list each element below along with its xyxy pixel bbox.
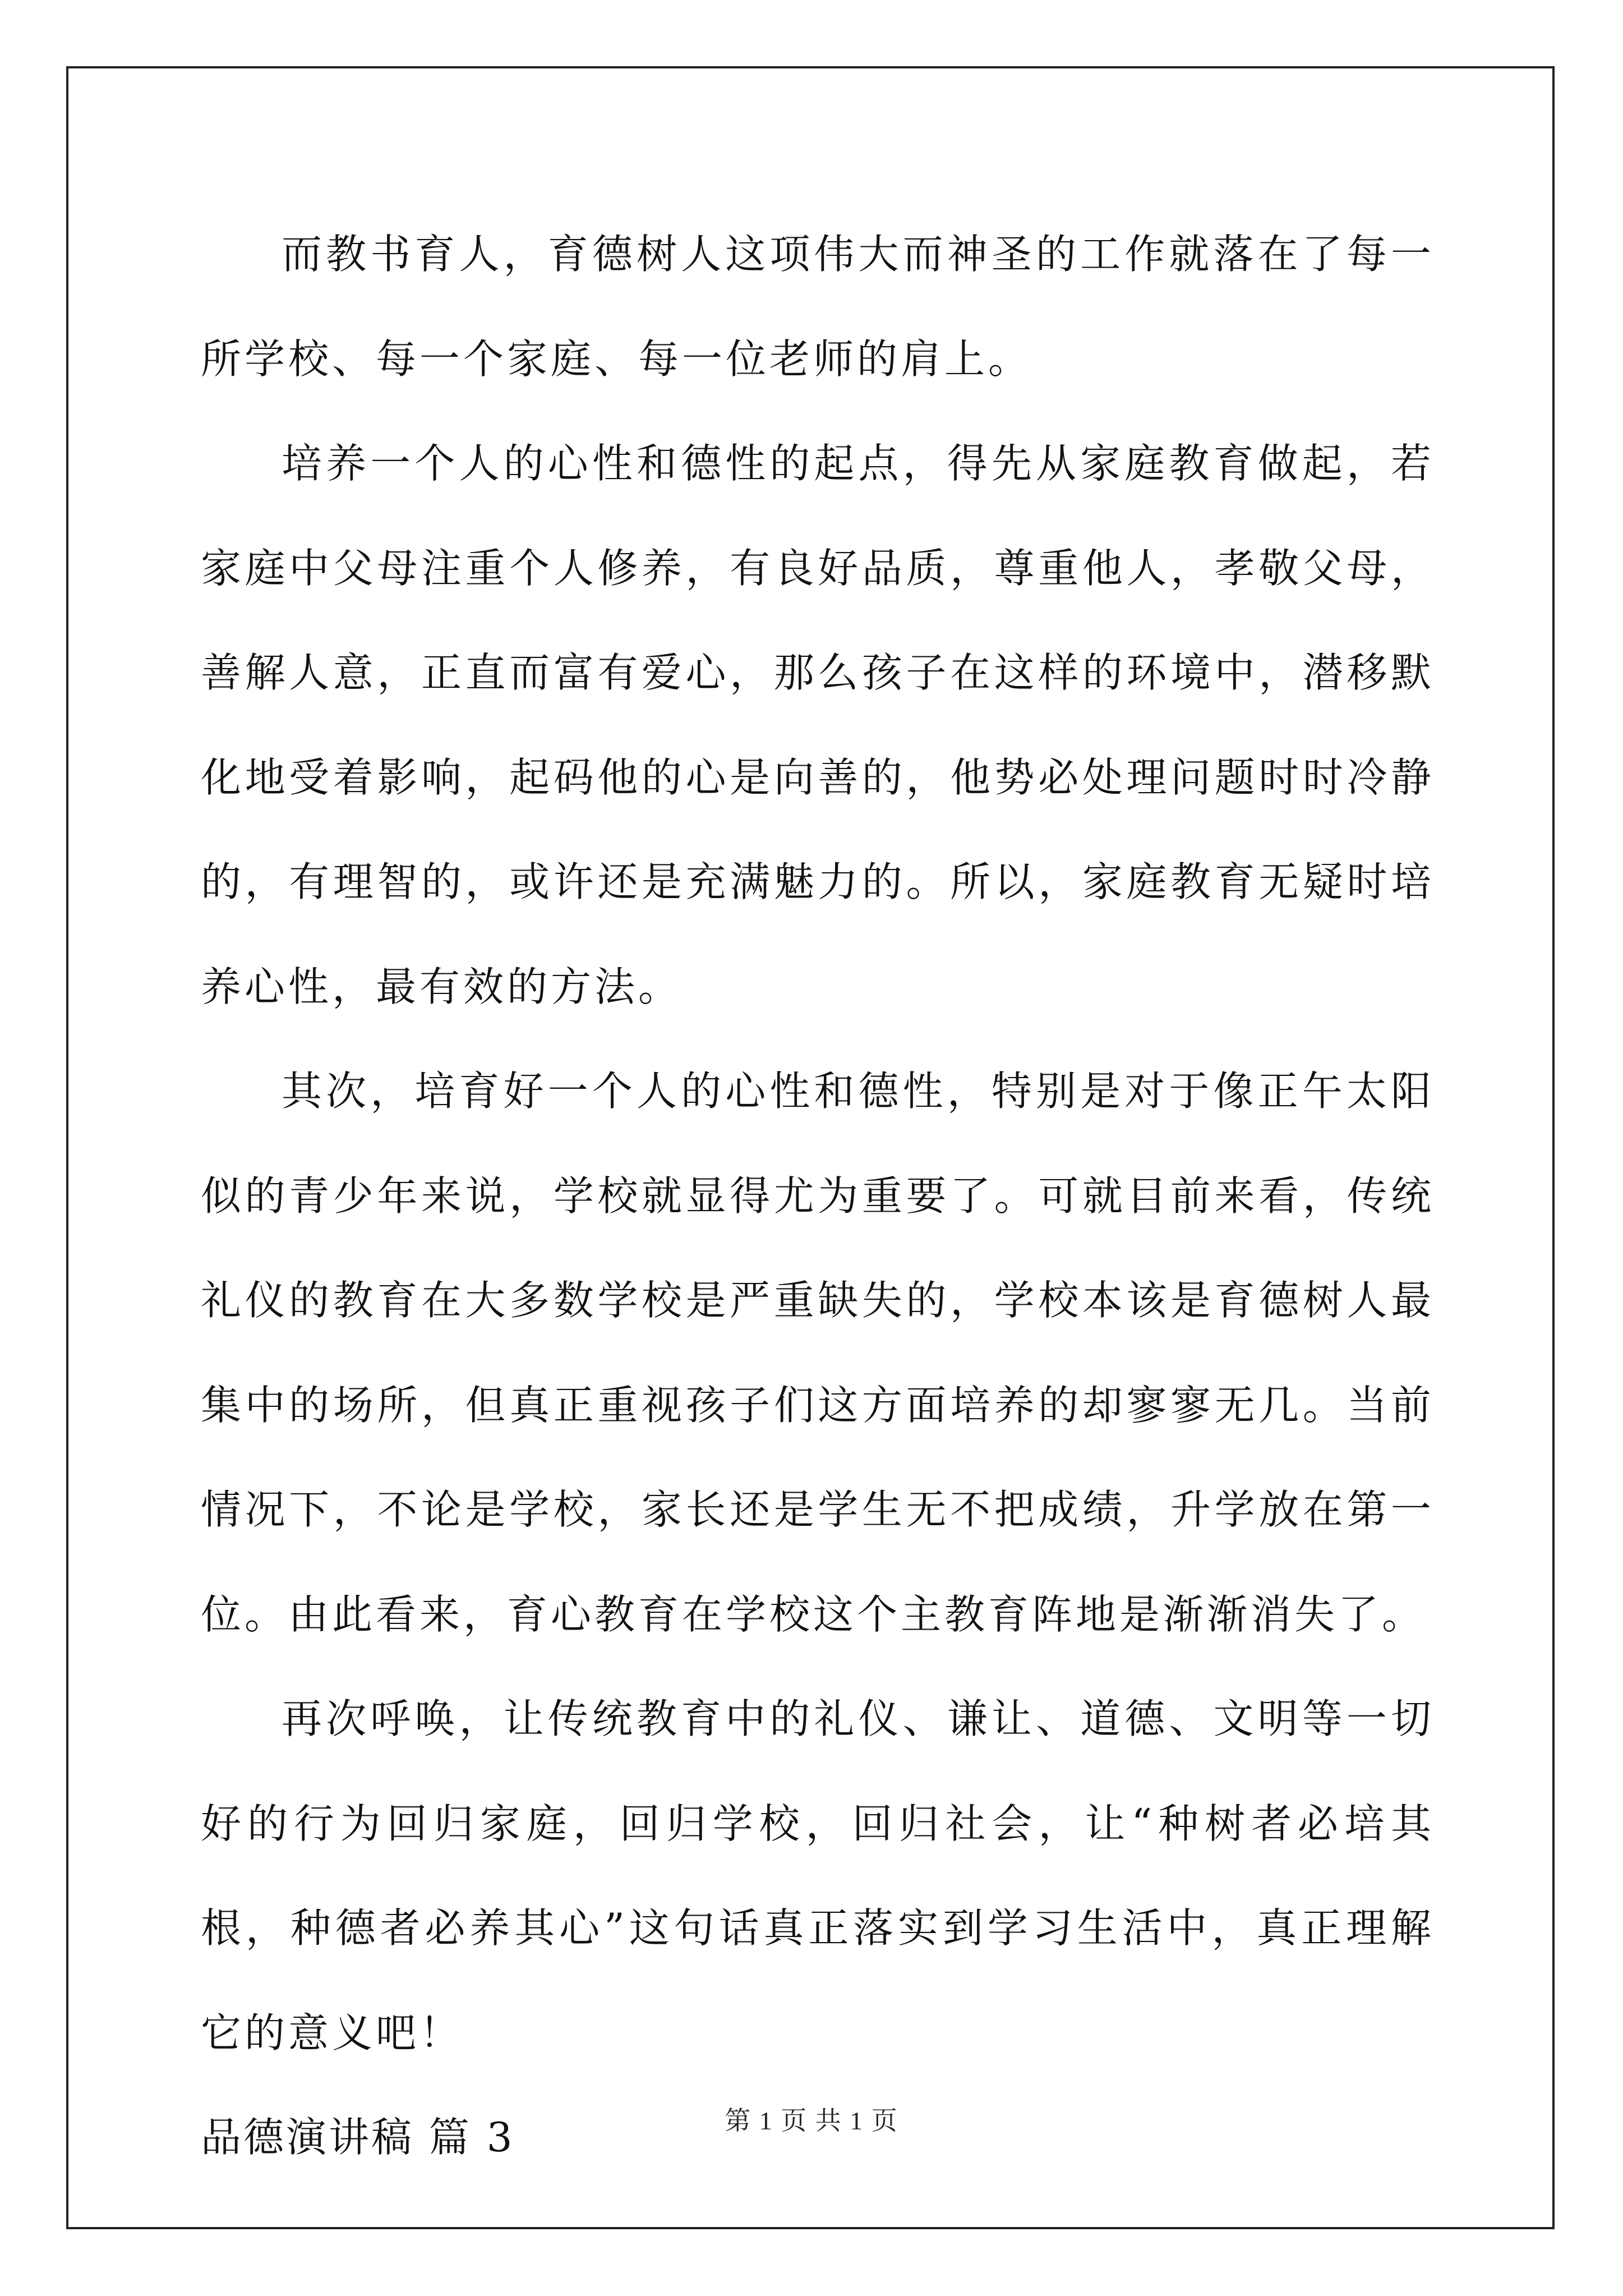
page-footer: 第 1 页 共 1 页 [725, 2106, 898, 2135]
section-title: 品德演讲稿 篇 3 [201, 2114, 515, 2161]
paragraph-3: 其次，培育好一个人的心性和德性，特别是对于像正午太阳似的青少年来说，学校就显得尤为重要了。可就目前来看，传统礼仪的教育在大多数学校是严重缺失的，学校本该是育德树人最集中的场所，但真正重视孩子们这方面培养的却寥寥无几。当前情况下，不论是学校，家长还是学生无不把成绩，升学放在第一位。由此看来，育心教育在学校这个主教育阵地是渐渐消失了。 [201, 1068, 1435, 1638]
paragraph-4: 再次呼唤，让传统教育中的礼仪、谦让、道德、文明等一切好的行为回归家庭，回归学校，回归社会，让“种树者必培其根，种德者必养其心”这句话真正落实到学习生活中，真正理解它的意义吧！ [201, 1695, 1435, 2056]
document-body [201, 202, 1435, 2190]
paragraph-1: 而教书育人，育德树人这项伟大而神圣的工作就落在了每一所学校、每一个家庭、每一位老师的肩上。 [201, 231, 1435, 383]
paragraph-2: 培养一个人的心性和德性的起点，得先从家庭教育做起，若家庭中父母注重个人修养，有良好品质，尊重他人，孝敬父母，善解人意，正直而富有爱心，那么孩子在这样的环境中，潜移默化地受着影响，起码他的心是向善的，他势必处理问题时时冷静的，有理智的，或许还是充满魅力的。所以，家庭教育无疑时培养心性，最有效的方法。 [201, 440, 1435, 1010]
